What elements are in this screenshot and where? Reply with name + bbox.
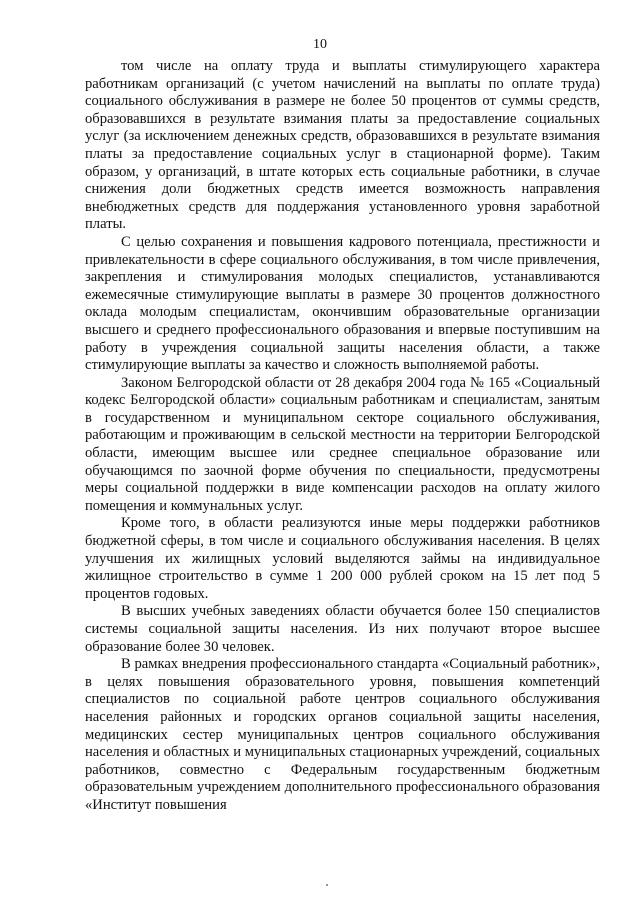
paragraph-3: Законом Белгородской области от 28 декабря 2004 года № 165 «Социальный кодекс Белгородской области» социальным работникам и специалистам, занятым в государственном и муниципальном секторе социального обслуживания, работающим и проживающим в сельской местности на территории Белгородской области, имеющим высшее или среднее специальное образование или обучающимся по заочной форме обучения по специальности, предусмотрены меры социальной поддержки в виде компенсации расходов на оплату жилого помещения и коммунальных услуг. xyxy=(85,374,600,514)
document-body xyxy=(85,58,600,815)
paragraph-4: Кроме того, в области реализуются иные меры поддержки работников бюджетной сферы, в том числе и социального обслуживания населения. В целях улучшения их жилищных условий выделяются займы на индивидуальное жилищное строительство в сумме 1 200 000 рублей сроком на 15 лет под 5 процентов годовых. xyxy=(85,515,600,602)
page-number: 10 xyxy=(313,37,327,52)
paragraph-1: том числе на оплату труда и выплаты стимулирующего характера работникам организаций (с учетом начислений на выплаты по оплате труда) социального обслуживания в размере не более 50 процентов от суммы средств, образовавшихся в результате взимания платы за предоставление социальных услуг (за исключением денежных средств, образовавшихся в результате взимания платы за предоставление социальных услуг в стационарной форме). Таким образом, у организаций, в штате которых есть социальные работники, в случае снижения доли бюджетных средств имеется возможность направления внебюджетных средств для поддержания установленного уровня заработной платы. xyxy=(85,58,600,233)
paragraph-2: С целью сохранения и повышения кадрового потенциала, престижности и привлекательности в сфере социального обслуживания, в том числе привлечения, закрепления и стимулирования молодых специалистов, устанавливаются ежемесячные стимулирующие выплаты в размере 30 процентов должностного оклада молодым специалистам, окончившим образовательные организации высшего и среднего профессионального образования и впервые поступившим на работу в учреждения социальной защиты населения области, а также стимулирующие выплаты за качество и сложность выполняемой работы. xyxy=(85,233,600,374)
paragraph-6: В рамках внедрения профессионального стандарта «Социальный работник», в целях повышения образовательного уровня, повышения компетенций специалистов по социальной работе центров социального обслуживания населения районных и городских органов социальной защиты населения, медицинских сестер муниципальных центров социального обслуживания населения и областных и муниципальных стационарных учреждений, социальных работников, совместно с Федеральным государственным бюджетным образовательным учреждением дополнительного профессионального образования «Институт повышения xyxy=(85,656,600,813)
scan-speck xyxy=(326,884,328,886)
paragraph-5: В высших учебных заведениях области обучается более 150 специалистов системы социальной защиты населения. Из них получают второе высшее образование более 30 человек. xyxy=(85,603,600,655)
